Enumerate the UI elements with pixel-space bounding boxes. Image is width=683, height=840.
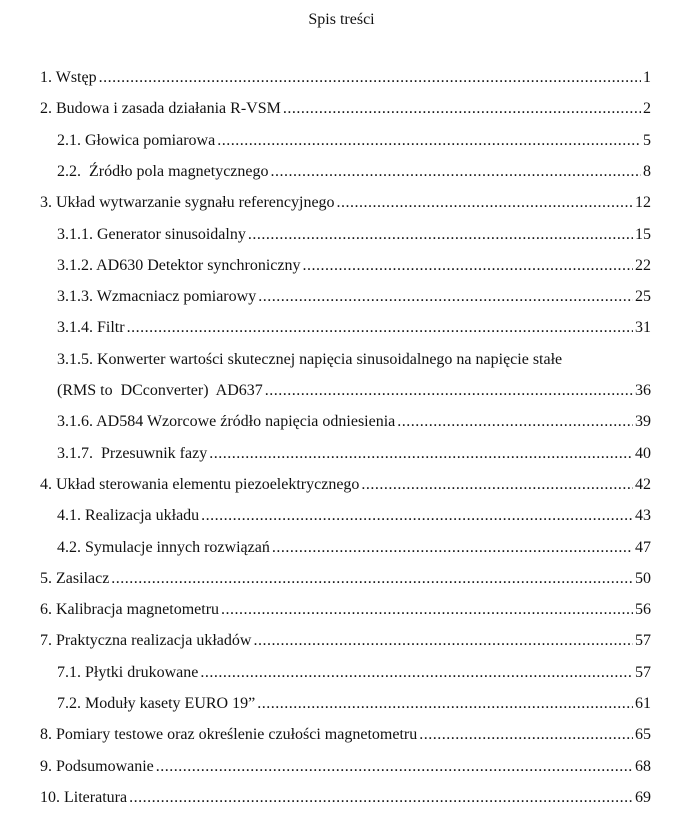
dot-leader: [217, 129, 641, 153]
toc-entry-title: 2. Budowa i zasada działania R-VSM: [40, 100, 281, 118]
dot-leader: [361, 473, 633, 497]
toc-page-number: 31: [635, 319, 651, 337]
toc-entry[interactable]: [57, 285, 651, 309]
toc-entry[interactable]: [57, 254, 651, 278]
dot-leader: [258, 285, 633, 309]
toc-page-number: 47: [635, 538, 651, 556]
dot-leader: [127, 316, 633, 340]
dot-leader: [337, 191, 633, 215]
toc-entry[interactable]: [40, 66, 651, 90]
toc-page-number: 1: [643, 69, 651, 86]
toc-entry[interactable]: [57, 442, 651, 466]
toc-entry-title: 7. Praktyczna realizacja układów: [40, 632, 252, 650]
toc-entry[interactable]: [40, 598, 651, 622]
dot-leader: [283, 97, 641, 121]
toc-page-number: 61: [635, 695, 651, 712]
toc-entry[interactable]: [57, 223, 651, 247]
toc-entry[interactable]: [40, 567, 651, 591]
toc-entry-title: 4.2. Symulacje innych rozwiązań: [57, 538, 270, 556]
dot-leader: [209, 442, 633, 466]
dot-leader: [257, 692, 633, 716]
toc-entry[interactable]: [57, 504, 651, 528]
dot-leader: [397, 410, 633, 434]
toc-entry[interactable]: [57, 692, 651, 716]
toc-entry-title: 3.1.3. Wzmacniacz pomiarowy: [57, 288, 257, 306]
toc-entry-title: 3.1.5. Konwerter wartości skutecznej napięcia sinusoidalnego na napięcie stałe: [57, 350, 563, 368]
toc-entry[interactable]: [57, 536, 651, 560]
toc-entry-title: 3.1.6. AD584 Wzorcowe źródło napięcia odniesienia: [57, 413, 396, 431]
dot-leader: [111, 567, 633, 591]
toc-page-number: 50: [635, 569, 651, 587]
toc-entry-title: 7.1. Płytki drukowane: [57, 663, 199, 681]
toc-page-number: 12: [635, 194, 651, 212]
toc-entry-title: 4.1. Realizacja układu: [57, 507, 200, 525]
dot-leader: [253, 629, 633, 653]
toc-entry-title: 8. Pomiary testowe oraz określenie czułości magnetometru: [40, 726, 418, 744]
toc-entry-title: 2.2. Źródło pola magnetycznego: [57, 162, 269, 180]
dot-leader: [221, 598, 633, 622]
toc-page-number: 68: [635, 757, 651, 775]
toc-entry[interactable]: [57, 129, 651, 153]
toc-page-number: 43: [635, 507, 651, 525]
page-title: Spis treści: [308, 11, 375, 28]
toc-page-number: 36: [635, 382, 651, 399]
toc-entry[interactable]: [57, 160, 651, 184]
dot-leader: [156, 755, 633, 779]
dot-leader: [272, 536, 633, 560]
toc-entry[interactable]: [57, 379, 651, 403]
toc-page-number: 22: [635, 256, 651, 274]
toc-entry-title: 7.2. Moduły kasety EURO 19”: [57, 695, 256, 712]
toc-entry-title: 6. Kalibracja magnetometru: [40, 601, 220, 619]
toc-page-number: 25: [635, 288, 651, 306]
toc-entry[interactable]: [40, 473, 651, 497]
toc-entry-title: (RMS to DCconverter) AD637: [57, 382, 263, 399]
toc-entry-title: 3. Układ wytwarzanie sygnału referencyjnego: [40, 194, 335, 212]
toc-page-number: 42: [635, 475, 651, 493]
toc-entry-title: 2.1. Głowica pomiarowa: [57, 131, 216, 149]
toc-page-number: 65: [635, 726, 651, 744]
toc-entry[interactable]: [40, 755, 651, 779]
dot-leader: [201, 504, 633, 528]
dot-leader: [419, 723, 633, 747]
toc-entry-title: 1. Wstęp: [40, 69, 97, 86]
toc-page-number: 57: [635, 663, 651, 681]
toc-page-number: 69: [635, 788, 651, 806]
dot-leader: [271, 160, 642, 184]
toc-entry-title: 3.1.7. Przesuwnik fazy: [57, 444, 208, 462]
toc-entry-title: 3.1.1. Generator sinusoidalny: [57, 225, 246, 243]
toc-entry[interactable]: [40, 723, 651, 747]
toc-page-number: 56: [635, 601, 651, 619]
toc-page-number: 15: [635, 225, 651, 243]
toc-entry[interactable]: [57, 348, 651, 372]
toc-entry[interactable]: [40, 629, 651, 653]
toc-entry[interactable]: [57, 410, 651, 434]
toc-page-number: 40: [635, 444, 651, 462]
toc-entry-title: 4. Układ sterowania elementu piezoelektrycznego: [40, 475, 360, 493]
toc-page-number: 2: [643, 100, 651, 118]
toc-page-number: 5: [643, 131, 651, 149]
dot-leader: [129, 786, 633, 810]
toc-entry[interactable]: [57, 661, 651, 685]
dot-leader: [99, 66, 641, 90]
toc-page-number: 39: [635, 413, 651, 431]
dot-leader: [248, 223, 633, 247]
toc-entry-title: 3.1.2. AD630 Detektor synchroniczny: [57, 256, 301, 274]
toc-entry[interactable]: [40, 786, 651, 810]
toc-entry[interactable]: [40, 191, 651, 215]
toc-entry-title: 10. Literatura: [40, 788, 128, 806]
toc-entry-title: 3.1.4. Filtr: [57, 319, 125, 337]
dot-leader: [303, 254, 633, 278]
toc-entry-title: 9. Podsumowanie: [40, 757, 154, 775]
toc-page-number: 8: [643, 162, 651, 180]
dot-leader: [200, 661, 633, 685]
toc-page-number: 57: [635, 632, 651, 650]
toc-entry-title: 5. Zasilacz: [40, 569, 110, 587]
dot-leader: [265, 379, 633, 403]
toc-entry[interactable]: [40, 97, 651, 121]
toc-entry[interactable]: [57, 316, 651, 340]
